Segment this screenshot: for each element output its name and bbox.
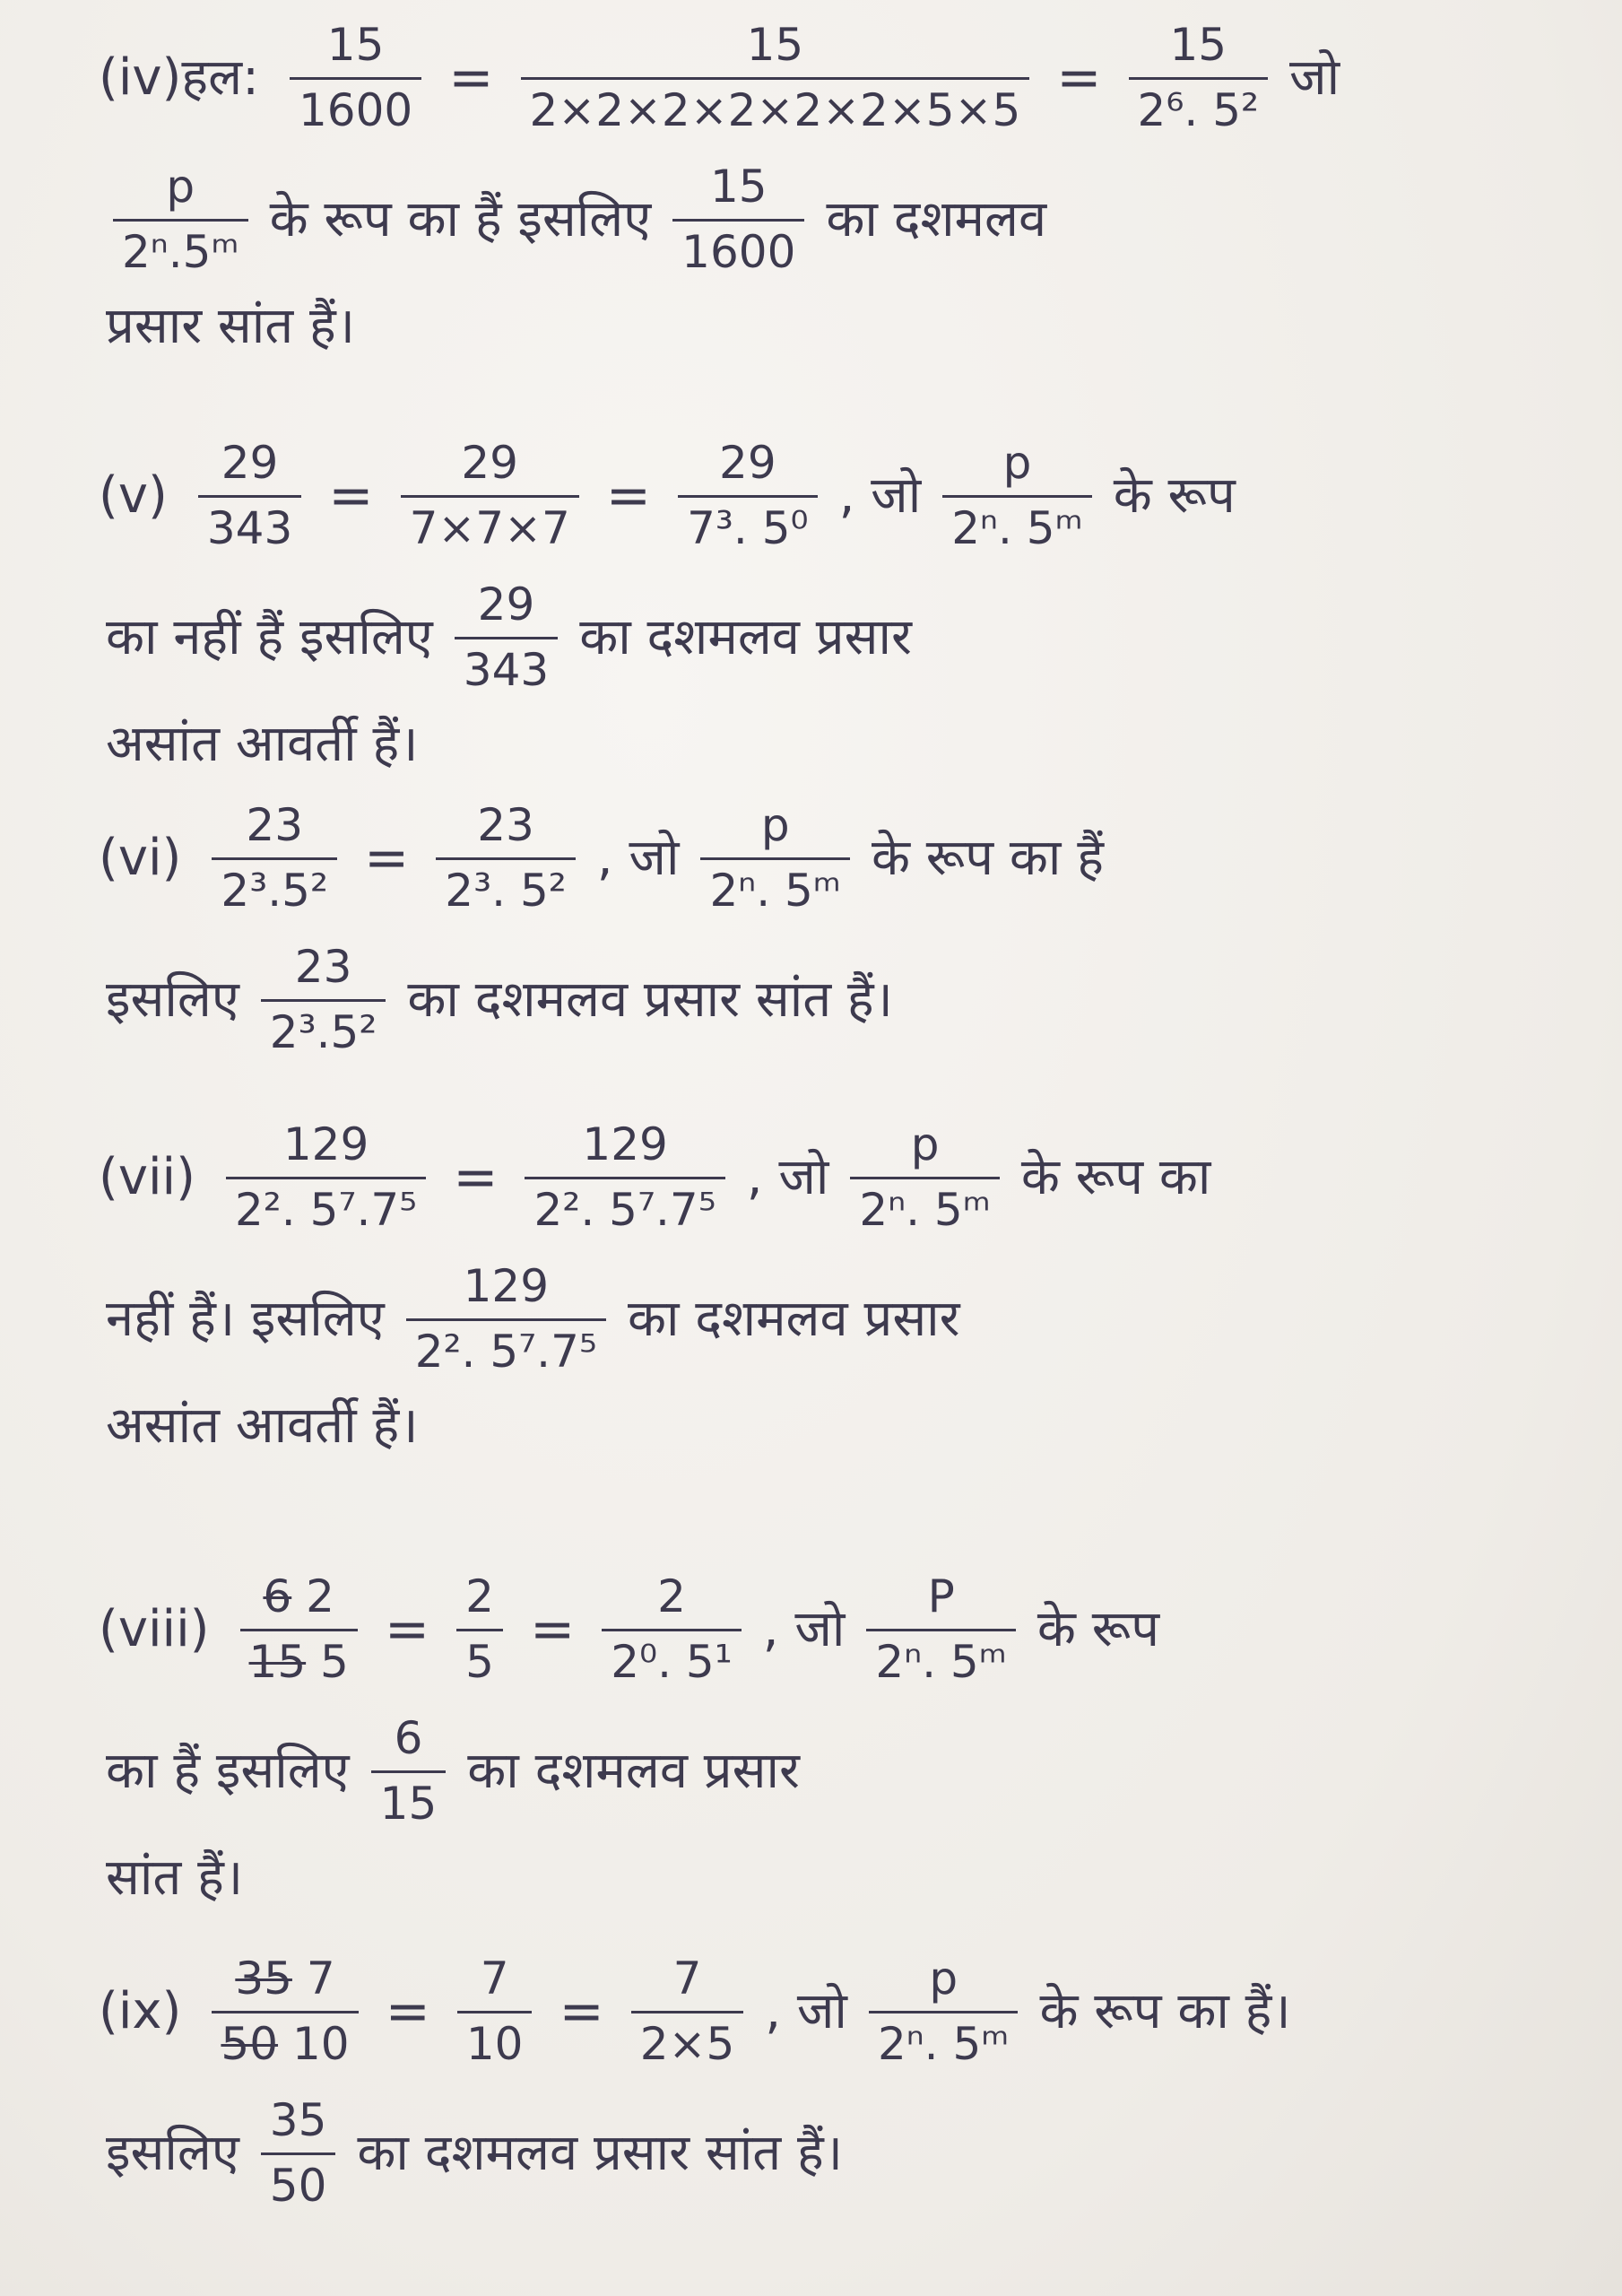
jo-text: , जो <box>765 1982 847 2040</box>
conclusion-text: प्रसार सांत हैं। <box>106 297 355 355</box>
fraction-ref: $\frac{23}{\text{2³.5²}}$ <box>261 942 386 1058</box>
fraction-form: $\frac{p}{\text{2ⁿ. 5ᵐ}}$ <box>942 438 1091 554</box>
fraction-given: $\frac{29}{343}$ <box>198 438 301 554</box>
equals-sign: = <box>328 465 374 527</box>
statement-text: के रूप का <box>1020 1148 1211 1206</box>
fraction-powers: $\frac{129}{\text{2². 5⁷.7⁵}}$ <box>525 1119 724 1236</box>
conclusion-text: का दशमलव प्रसार सांत हैं। <box>407 970 893 1029</box>
statement-text: के रूप <box>1113 466 1236 525</box>
solution-iv <box>99 19 1569 355</box>
fraction-ref: $\frac{15}{1600}$ <box>672 161 804 278</box>
statement-text: का दशमलव प्रसार <box>467 1742 800 1800</box>
equals-sign: = <box>559 1980 604 2043</box>
fraction-ref: $\frac{129}{\text{2². 5⁷.7⁵}}$ <box>406 1261 606 1378</box>
statement-text: के रूप का हैं इसलिए <box>269 190 652 248</box>
jo-text: , जो <box>746 1148 829 1206</box>
equals-sign: = <box>385 1980 430 2043</box>
conclusion-text: सांत हैं। <box>106 1848 244 1907</box>
jo-text: , जो <box>838 466 922 525</box>
statement-text: का दशमलव प्रसार <box>627 1290 960 1348</box>
statement-text: का दशमलव <box>826 190 1047 248</box>
fraction-form: $\frac{p}{\text{2ⁿ.5ᵐ}}$ <box>113 161 248 278</box>
fraction-powers: $\frac{29}{\text{7³. 5⁰}}$ <box>678 438 818 554</box>
statement-text: के रूप <box>1037 1600 1160 1658</box>
fraction-factored: $\frac{29}{7\times 7\times 7}$ <box>401 438 579 554</box>
equals-sign: = <box>605 465 652 527</box>
fraction-form: $\frac{P}{\text{2ⁿ. 5ᵐ}}$ <box>866 1571 1015 1688</box>
fraction-given: $\frac{23}{\text{2³.5²}}$ <box>212 800 337 917</box>
fraction-form: $\frac{p}{\text{2ⁿ. 5ᵐ}}$ <box>850 1119 999 1236</box>
fraction-factored: $\frac{7}{2\times 5}$ <box>631 1953 744 2070</box>
fraction-given-cancelled: $\frac{35 7}{50 10}$ <box>212 1953 358 2070</box>
equals-sign: = <box>384 1598 430 1661</box>
statement-text: के रूप का हैं <box>871 829 1104 887</box>
equals-sign: = <box>364 827 410 890</box>
fraction-given: $\frac{129}{\text{2². 5⁷.7⁵}}$ <box>226 1119 426 1236</box>
statement-text: का हैं इसलिए <box>106 1742 350 1800</box>
fraction-ref: $\frac{29}{343}$ <box>455 579 558 696</box>
part-label: (vii) <box>99 1148 195 1206</box>
fraction-given-cancelled: $\frac{6 2}{15 5}$ <box>240 1571 358 1688</box>
fraction-reduced: $\frac{2}{5}$ <box>456 1571 503 1688</box>
statement-text: का दशमलव प्रसार <box>579 608 912 666</box>
fraction-reduced: $\frac{7}{10}$ <box>457 1953 533 2070</box>
jo-text: , जो <box>596 829 680 887</box>
solution-vii <box>99 1118 1569 1455</box>
fraction-powers: $\frac{23}{\text{2³. 5²}}$ <box>436 800 576 917</box>
solution-viii <box>99 1570 1569 1907</box>
jo-text: जो <box>1289 48 1340 107</box>
solution-ix <box>99 1953 1569 2212</box>
equals-sign: = <box>1056 47 1102 109</box>
statement-text: का नहीं हैं इसलिए <box>106 608 433 666</box>
fraction-powers: $\frac{15}{\text{2⁶. 5²}}$ <box>1129 20 1269 136</box>
jo-text: , जो <box>762 1600 846 1658</box>
equals-sign: = <box>448 47 494 109</box>
statement-text: इसलिए <box>106 2124 239 2182</box>
part-label: (ix) <box>99 1982 182 2040</box>
fraction-powers: $\frac{2}{\text{2⁰. 5¹}}$ <box>602 1571 742 1688</box>
fraction-factored: $\frac{15}{2\times 2\times 2\times 2\times 2\times 2\times 5\times 5}$ <box>521 20 1030 136</box>
statement-text: नहीं हैं। इसलिए <box>106 1290 385 1348</box>
fraction-form: $\frac{p}{\text{2ⁿ. 5ᵐ}}$ <box>869 1953 1018 2070</box>
fraction-given: $\frac{15}{1600}$ <box>290 20 421 136</box>
conclusion-text: असांत आवर्ती हैं। <box>106 1396 419 1455</box>
fraction-ref: $\frac{35}{50}$ <box>261 2095 336 2212</box>
solution-v <box>99 437 1569 773</box>
statement-text: के रूप का हैं। <box>1039 1982 1291 2040</box>
fraction-form: $\frac{p}{\text{2ⁿ. 5ᵐ}}$ <box>700 800 849 917</box>
equals-sign: = <box>453 1146 499 1209</box>
conclusion-text: का दशमलव प्रसार सांत हैं। <box>357 2124 843 2182</box>
part-label: (v) <box>99 466 168 525</box>
part-label: (vi) <box>99 829 182 887</box>
part-label: (iv)हल: <box>99 48 259 107</box>
conclusion-text: असांत आवर्ती हैं। <box>106 715 419 773</box>
equals-sign: = <box>529 1598 576 1661</box>
part-label: (viii) <box>99 1600 210 1658</box>
solution-vi <box>99 800 1569 1058</box>
fraction-ref: $\frac{6}{15}$ <box>371 1713 447 1830</box>
statement-text: इसलिए <box>106 970 239 1029</box>
